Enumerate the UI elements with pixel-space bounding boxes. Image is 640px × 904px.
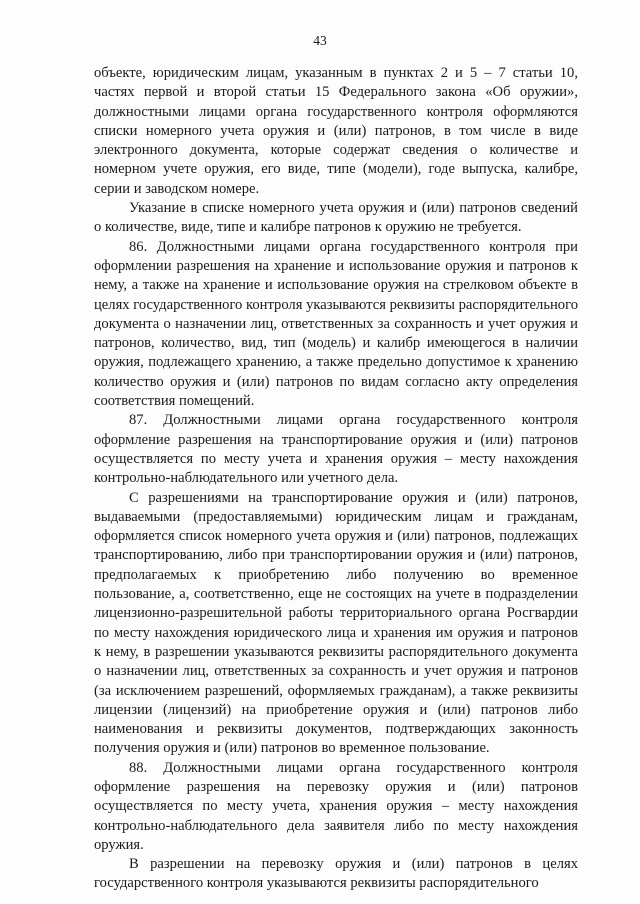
paragraph-continuation: объекте, юридическим лицам, указанным в пунктах 2 и 5 – 7 статьи 10, частях первой и второй статьи 15 Федерального закона «Об оружии», должностными лицами органа государственного контроля оформляются списки номерного учета оружия и (или) патронов, в том числе в виде электронного документа, которые содержат сведения о количестве и номерном учете оружия, его виде, типе (модели), годе выпуска, калибре, серии и заводском номере. — [94, 65, 578, 197]
paragraph-note: Указание в списке номерного учета оружия и (или) патронов сведений о количестве, виде, типе и калибре патронов к оружию не требуется. — [94, 200, 578, 236]
paragraph-86: 86. Должностными лицами органа государственного контроля при оформлении разрешения на хранение и использование оружия и патронов к нему, а также на хранение и использование оружия на стрелковом объекте в целях государственного контроля указываются реквизиты распорядительного документа о назначении лиц, ответственных за сохранность и учет оружия и патронов, количество, вид, тип (модель) и калибр имеющегося в наличии оружия, подлежащего хранению, а также предельно допустимое к хранению количество оружия и (или) патронов по видам согласно акту определения соответствия помещений. — [94, 238, 578, 410]
paragraph-88: 88. Должностными лицами органа государственного контроля оформление разрешения на перевозку оружия и (или) патронов осуществляется по месту учета, хранения оружия – месту нахождения контрольно-наблюдательного дела заявителя либо по месту нахождения оружия. — [94, 759, 578, 853]
page-number: 43 — [313, 33, 327, 48]
paragraph-carriage-permit: В разрешении на перевозку оружия и (или) патронов в целях государственного контроля указываются реквизиты распорядительного — [94, 856, 578, 892]
document-body — [94, 64, 578, 894]
paragraph-transport-permits: С разрешениями на транспортирование оружия и (или) патронов, выдаваемыми (предоставляемыми) юридическим лицам и гражданам, оформляется список номерного учета оружия и (или) патронов, подлежащих транспортированию, либо при транспортировании оружия и (или) патронов, предполагаемых к приобретению либо получению во временное пользование, а, соответственно, еще не состоящих на учете в подразделении лицензионно-разрешительной работы территориального органа Росгвардии по месту нахождения юридического лица и хранения им оружия и патронов к нему, в разрешении указываются реквизиты распорядительного документа о назначении лиц, ответственных за сохранность и учет оружия и патронов (за исключением разрешений, оформляемых гражданам), а также реквизиты лицензии (лицензий) на приобретение оружия и (или) патронов либо наименования и реквизиты документов, подтверждающих законность получения оружия и (или) патронов во временное пользование. — [94, 489, 578, 757]
paragraph-87: 87. Должностными лицами органа государственного контроля оформление разрешения на транспортирование оружия и (или) патронов осуществляется по месту учета и хранения оружия – месту нахождения контрольно-наблюдательного или учетного дела. — [94, 412, 578, 487]
